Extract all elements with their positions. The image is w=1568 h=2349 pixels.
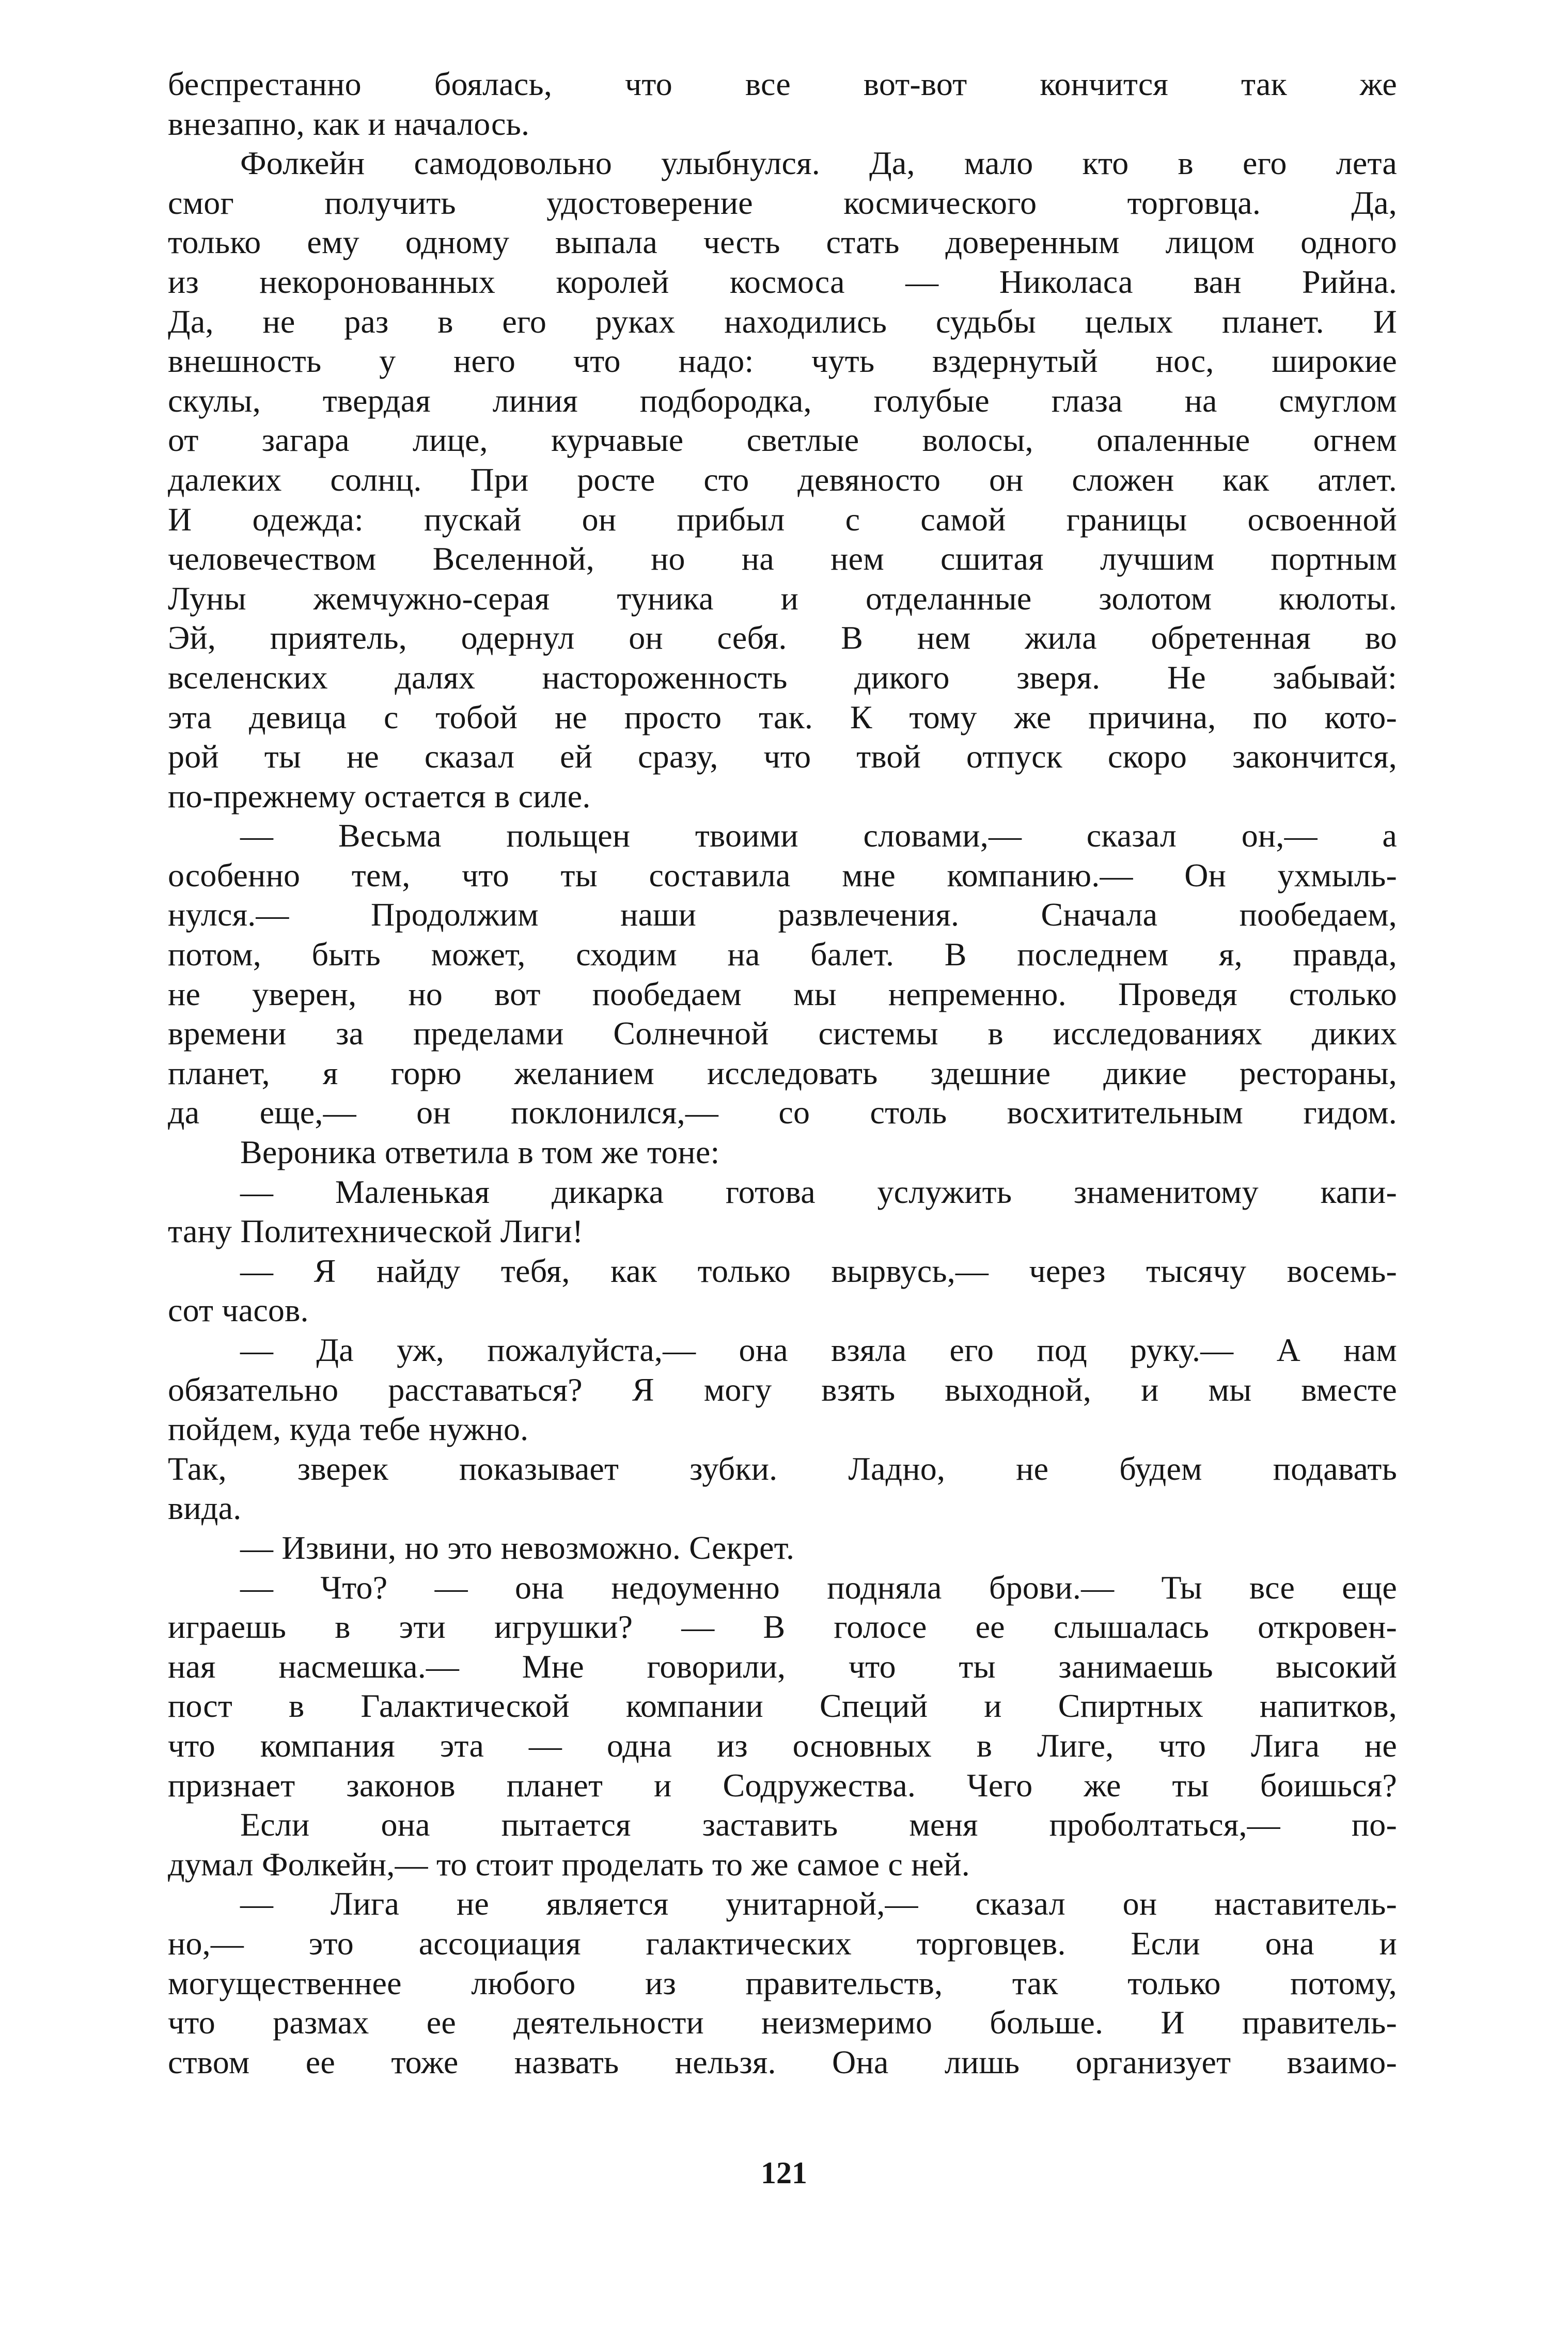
text-line: по-прежнему остается в силе.: [168, 777, 591, 815]
text-line: только ему одному выпала честь стать доверенным лицом одного: [168, 224, 1397, 261]
text-line: Луны жемчужно-серая туника и отделанные золотом кюлоты.: [168, 580, 1397, 617]
text-line: из некоронованных королей космоса — Николаса ван Рийна.: [168, 263, 1397, 300]
text-line: пойдем, куда тебе нужно.: [168, 1411, 529, 1448]
text-line: могущественнее любого из правительств, так только потому,: [168, 1964, 1397, 2001]
text-line: обязательно расставаться? Я могу взять выходной, и мы вместе: [168, 1371, 1397, 1408]
text-line: времени за пределами Солнечной системы в исследованиях диких: [168, 1015, 1397, 1052]
text-line: — Извини, но это невозможно. Секрет.: [240, 1529, 795, 1566]
text-line: внешность у него что надо: чуть вздернутый нос, широкие: [168, 342, 1397, 380]
text-line: внезапно, как и началось.: [168, 105, 530, 142]
text-line: признает законов планет и Содружества. Чего же ты боишься?: [168, 1766, 1397, 1804]
text-line: потом, быть может, сходим на балет. В последнем я, правда,: [168, 936, 1397, 973]
text-line: смог получить удостоверение космического торговца. Да,: [168, 184, 1397, 221]
page-number: 121: [761, 2156, 807, 2190]
text-line: беспрестанно боялась, что все вот-вот кончится так же: [168, 66, 1397, 102]
text-line: Так, зверек показывает зубки. Ладно, не будем подавать: [168, 1450, 1397, 1487]
text-line: от загара лице, курчавые светлые волосы, опаленные огнем: [168, 421, 1397, 459]
text-line: думал Фолкейн,— то стоит проделать то же самое с ней.: [168, 1845, 970, 1883]
text-line: И одежда: пускай он прибыл с самой границы освоенной: [168, 500, 1397, 538]
text-line: — Маленькая дикарка готова услужить знаменитому капи-: [240, 1173, 1397, 1210]
text-line: рой ты не сказал ей сразу, что твой отпуск скоро закончится,: [168, 738, 1397, 775]
text-line: тану Политехнической Лиги!: [168, 1213, 584, 1250]
text-line: что размах ее деятельности неизмеримо больше. И правитель-: [168, 2004, 1397, 2041]
text-line: особенно тем, что ты составила мне компанию.— Он ухмыль-: [168, 856, 1397, 894]
text-line: не уверен, но вот пообедаем мы непременно. Проведя столько: [168, 975, 1397, 1012]
text-line: Да, не раз в его руках находились судьбы целых планет. И: [168, 303, 1397, 340]
text-line: скулы, твердая линия подбородка, голубые глаза на смуглом: [168, 382, 1397, 419]
text-line: Эй, приятель, одернул он себя. В нем жила обретенная во: [168, 619, 1397, 656]
text-line: вида.: [168, 1490, 242, 1527]
text-line: ная насмешка.— Мне говорили, что ты занимаешь высокий: [168, 1648, 1397, 1685]
text-line: человечеством Вселенной, но на нем сшитая лучшим портным: [168, 540, 1397, 577]
text-line: вселенских далях настороженность дикого зверя. Не забывай:: [168, 659, 1397, 696]
body-text: [168, 65, 1397, 2082]
text-line: ством ее тоже назвать нельзя. Она лишь организует взаимо-: [168, 2043, 1397, 2080]
text-line: далеких солнц. При росте сто девяносто он сложен как атлет.: [168, 461, 1397, 498]
text-line: что компания эта — одна из основных в Лиге, что Лига не: [168, 1727, 1397, 1764]
text-line: Если она пытается заставить меня проболтаться,— по-: [240, 1806, 1397, 1843]
text-line: — Весьма польщен твоими словами,— сказал он,— а: [240, 817, 1397, 854]
text-line: но,— это ассоциация галактических торговцев. Если она и: [168, 1924, 1397, 1962]
text-line: да еще,— он поклонился,— со столь восхитительным гидом.: [168, 1094, 1397, 1131]
text-line: планет, я горю желанием исследовать здешние дикие рестораны,: [168, 1054, 1397, 1091]
text-line: Вероника ответила в том же тоне:: [240, 1134, 720, 1171]
text-line: эта девица с тобой не просто так. К тому же причина, по кото-: [168, 698, 1397, 735]
text-line: нулся.— Продолжим наши развлечения. Сначала пообедаем,: [168, 896, 1397, 933]
text-line: — Я найду тебя, как только вырвусь,— через тысячу восемь-: [240, 1252, 1397, 1289]
text-line: — Лига не является унитарной,— сказал он наставитель-: [240, 1885, 1397, 1922]
text-line: пост в Галактической компании Специй и Спиртных напитков,: [168, 1687, 1397, 1725]
text-line: играешь в эти игрушки? — В голосе ее слышалась откровен-: [168, 1608, 1397, 1646]
text-line: сот часов.: [168, 1292, 309, 1329]
text-line: Фолкейн самодовольно улыбнулся. Да, мало кто в его лета: [240, 145, 1397, 182]
text-line: — Что? — она недоуменно подняла брови.— Ты все еще: [240, 1569, 1397, 1606]
text-line: — Да уж, пожалуйста,— она взяла его под руку.— А нам: [240, 1332, 1397, 1368]
